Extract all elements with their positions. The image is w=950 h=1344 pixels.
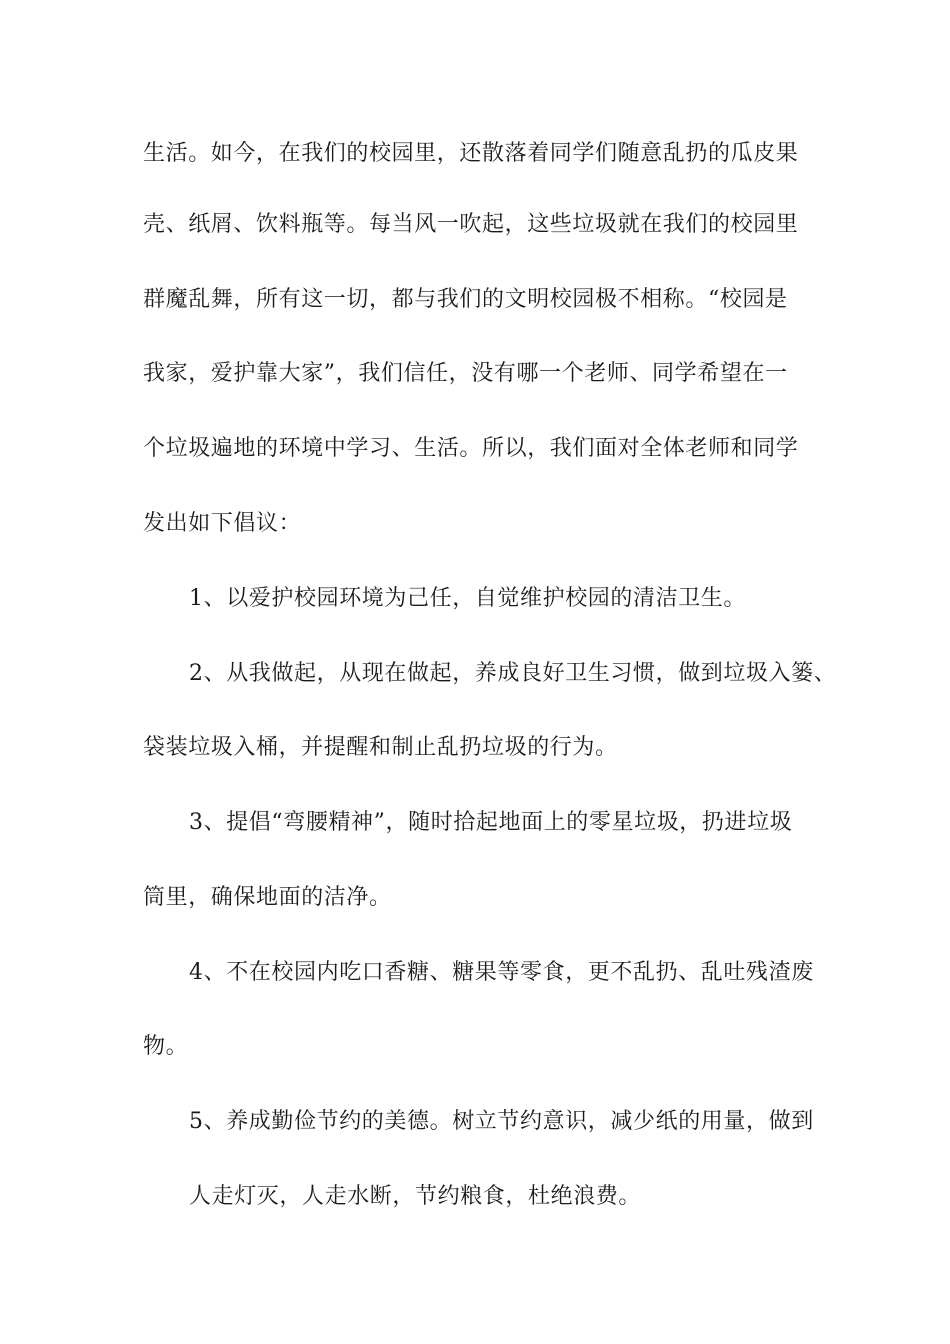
proposal-item-5: 5、养成勤俭节约的美德。树立节约意识，减少纸的用量，做到	[189, 1109, 814, 1134]
proposal-item-1: 1、以爱护校园环境为己任，自觉维护校园的清洁卫生。	[189, 586, 746, 611]
body-text-line: 群魔乱舞，所有这一切，都与我们的文明校园极不相称。“校园是	[143, 287, 788, 312]
body-text-line: 发出如下倡议：	[143, 511, 302, 536]
proposal-item-2: 2、从我做起，从现在做起，养成良好卫生习惯，做到垃圾入篓、	[189, 661, 837, 686]
proposal-item-4: 4、不在校园内吃口香糖、糖果等零食，更不乱扔、乱吐残渣废	[189, 960, 814, 985]
proposal-item-4-continuation: 物。	[143, 1034, 189, 1059]
proposal-item-2-continuation: 袋装垃圾入桶，并提醒和制止乱扔垃圾的行为。	[143, 735, 618, 760]
body-text-line: 壳、纸屑、饮料瓶等。每当风一吹起，这些垃圾就在我们的校园里	[143, 212, 799, 237]
body-text-line: 生活。如今，在我们的校园里，还散落着同学们随意乱扔的瓜皮果	[143, 141, 799, 166]
proposal-item-3-continuation: 筒里，确保地面的洁净。	[143, 885, 392, 910]
proposal-item-5-continuation: 人走灯灭，人走水断，节约粮食，杜绝浪费。	[189, 1184, 642, 1209]
body-text-line: 我家，爱护靠大家”，我们信任，没有哪一个老师、同学希望在一	[143, 361, 788, 386]
body-text-line: 个垃圾遍地的环境中学习、生活。所以，我们面对全体老师和同学	[143, 436, 799, 461]
proposal-item-3: 3、提倡“弯腰精神”，随时拾起地面上的零星垃圾，扔进垃圾	[189, 810, 793, 835]
